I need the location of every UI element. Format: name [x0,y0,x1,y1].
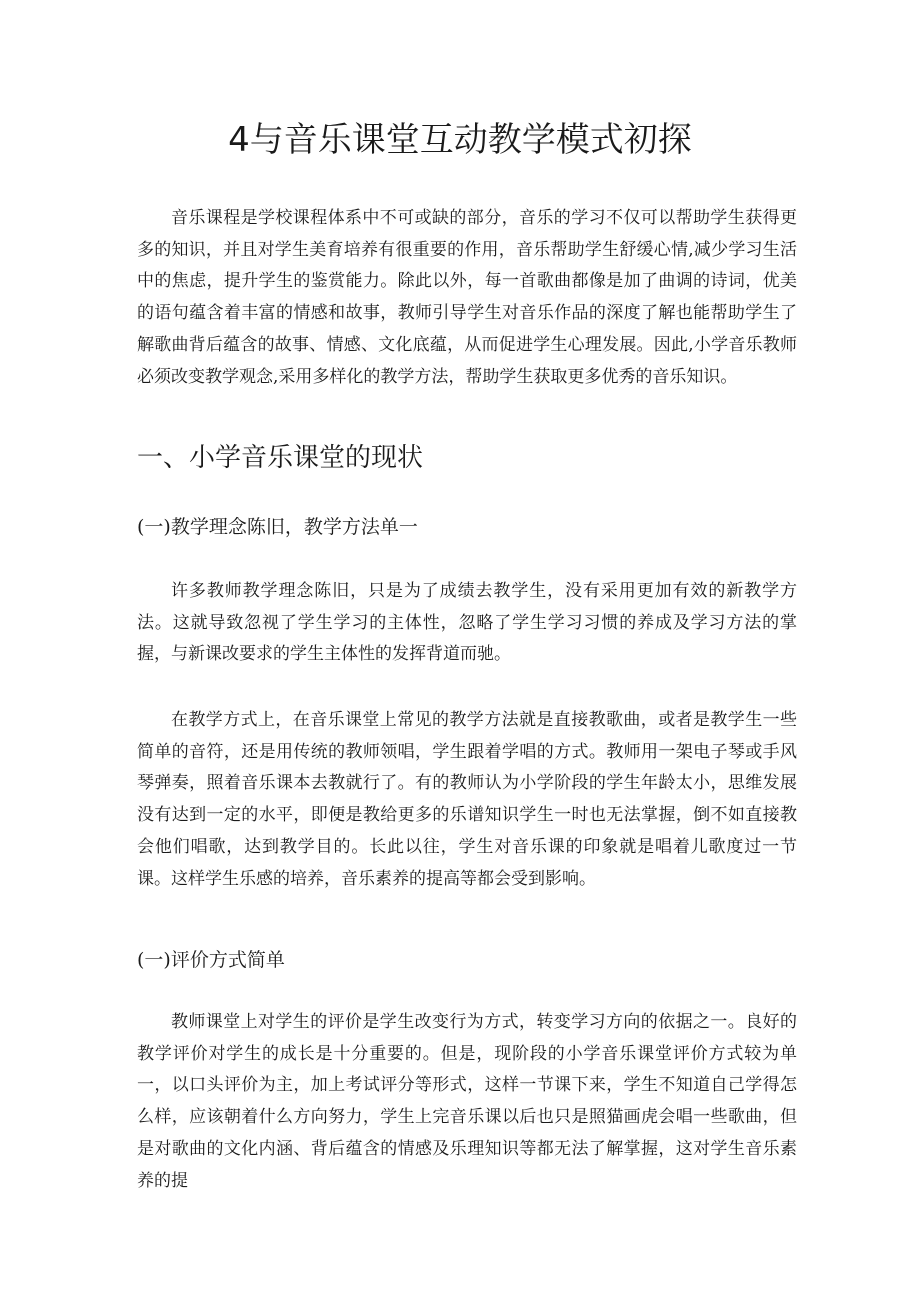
section-heading: 一、小学音乐课堂的现状 [137,443,424,473]
paragraph-teaching-method: 在教学方式上，在音乐课堂上常见的教学方法就是直接教歌曲，或者是教学生一些简单的音符，还是用传统的教师领唱，学生跟着学唱的方式。教师用一架电子琴或手风琴弹奏，照着音乐课本去教就行了。有的教师认为小学阶段的学生年龄太小，思维发展没有达到一定的水平，即便是教给更多的乐谱知识学生一时也无法掌握，倒不如直接教会他们唱歌，达到教学目的。长此以往，学生对音乐课的印象就是唱着儿歌度过一节课。这样学生乐感的培养，音乐素养的提高等都会受到影响。 [137,710,797,889]
document-title: 4与音乐课堂互动教学模式初探 [228,120,692,160]
intro-paragraph: 音乐课程是学校课程体系中不可或缺的部分，音乐的学习不仅可以帮助学生获得更多的知识，并且对学生美育培养有很重要的作用，音乐帮助学生舒缓心情,减少学习生活中的焦虑，提升学生的鉴赏能力。除此以外，每一首歌曲都像是加了曲调的诗词，优美的语句蕴含着丰富的情感和故事，教师引导学生对音乐作品的深度了解也能帮助学生了解歌曲背后蕴含的故事、情感、文化底蕴，从而促进学生心理发展。因此,小学音乐教师必须改变教学观念,采用多样化的教学方法，帮助学生获取更多优秀的音乐知识。 [137,208,797,387]
paragraph-evaluation: 教师课堂上对学生的评价是学生改变行为方式，转变学习方向的依据之一。良好的教学评价对学生的成长是十分重要的。但是，现阶段的小学音乐课堂评价方式较为单一，以口头评价为主，加上考试评分等形式，这样一节课下来，学生不知道自己学得怎么样，应该朝着什么方向努力，学生上完音乐课以后也只是照猫画虎会唱一些歌曲，但是对歌曲的文化内涵、背后蕴含的情感及乐理知识等都无法了解掌握，这对学生音乐素养的提 [137,1012,797,1191]
subsection-heading-evaluation: (一)评价方式简单 [137,949,285,971]
subsection-heading-teaching-concept: (一)教学理念陈旧，教学方法单一 [137,516,418,538]
paragraph-teaching-concept: 许多教师教学理念陈旧，只是为了成绩去教学生，没有采用更加有效的新教学方法。这就导致忽视了学生学习的主体性，忽略了学生学习习惯的养成及学习方法的掌握，与新课改要求的学生主体性的发挥背道而驰。 [137,581,797,665]
